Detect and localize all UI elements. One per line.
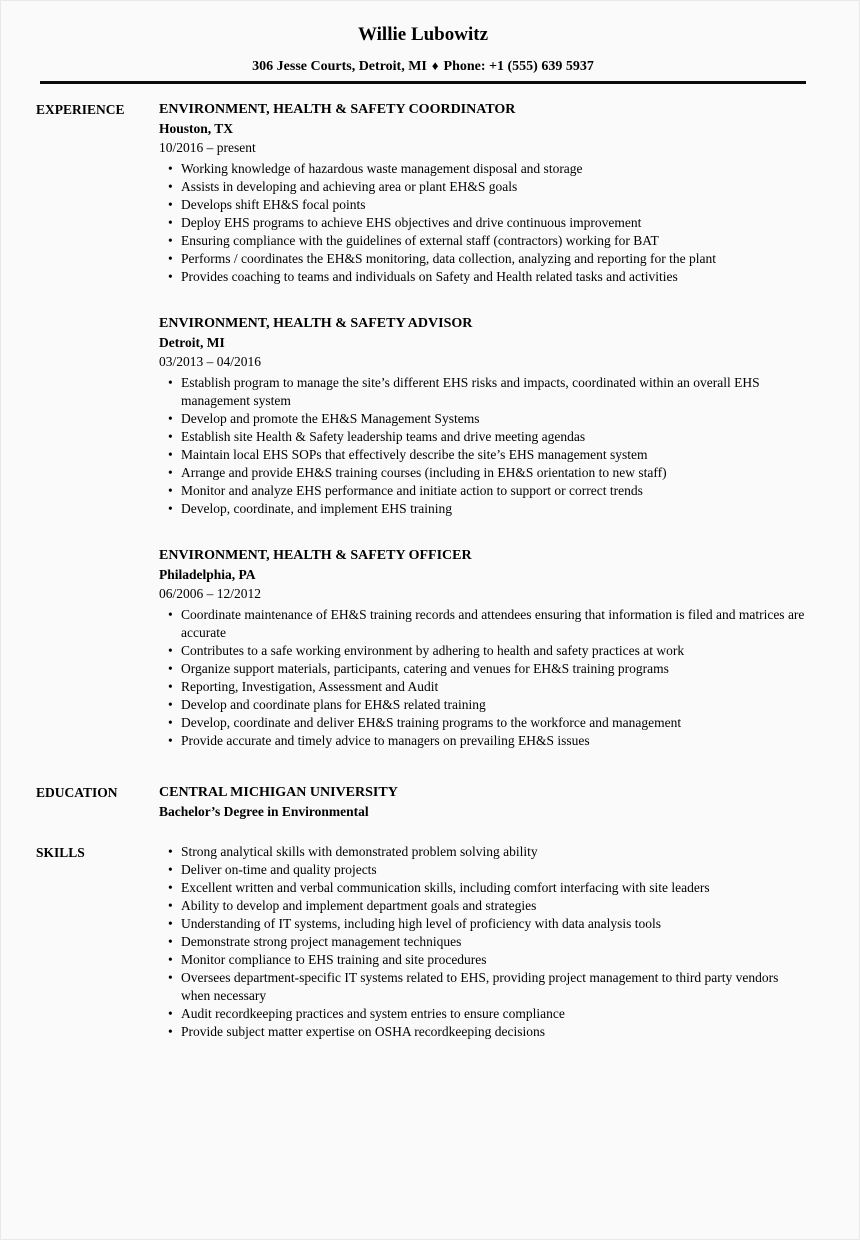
bullet-text: Provides coaching to teams and individuals on Safety and Health related tasks and activities	[181, 268, 678, 284]
bullet-text: Maintain local EHS SOPs that effectively describe the site’s EHS management system	[181, 446, 648, 462]
section-label-education: EDUCATION	[36, 784, 118, 800]
list-item	[159, 897, 809, 915]
list-item	[159, 915, 809, 933]
contact-line	[40, 57, 806, 75]
bullet-text: Deliver on-time and quality projects	[181, 861, 377, 877]
job-bullet-list	[159, 606, 809, 750]
school-name: CENTRAL MICHIGAN UNIVERSITY	[159, 784, 398, 800]
bullet-text: Organize support materials, participants, catering and venues for EH&S training programs	[181, 660, 669, 676]
bullet-icon: •	[168, 178, 173, 194]
bullet-text: Monitor compliance to EHS training and site procedures	[181, 951, 487, 967]
list-item	[159, 196, 809, 214]
job-entry-1	[159, 100, 809, 286]
education-section	[1, 783, 859, 821]
job-dates: 10/2016 – present	[159, 139, 256, 155]
header-divider	[40, 81, 806, 84]
list-item	[159, 1005, 809, 1023]
bullet-text: Assists in developing and achieving area or plant EH&S goals	[181, 178, 518, 194]
job-bullet-list	[159, 374, 809, 518]
job-location: Philadelphia, PA	[159, 566, 256, 582]
bullet-icon: •	[168, 732, 173, 748]
list-item	[159, 879, 809, 897]
list-item	[159, 714, 809, 732]
bullet-text: Develops shift EH&S focal points	[181, 196, 366, 212]
list-item	[159, 250, 809, 268]
education-content	[159, 783, 809, 821]
bullet-icon: •	[168, 678, 173, 694]
skills-content	[159, 843, 809, 1041]
bullet-text: Ensuring compliance with the guidelines of external staff (contractors) working for BAT	[181, 232, 659, 248]
bullet-text: Develop, coordinate, and implement EHS training	[181, 500, 453, 516]
bullet-text: Performs / coordinates the EH&S monitoring, data collection, analyzing and reporting for the plant	[181, 250, 716, 266]
bullet-text: Excellent written and verbal communication skills, including comfort interfacing with site leaders	[181, 879, 710, 895]
bullet-icon: •	[168, 232, 173, 248]
bullet-text: Monitor and analyze EHS performance and initiate action to support or correct trends	[181, 482, 643, 498]
list-item	[159, 1023, 809, 1041]
list-item	[159, 969, 809, 1005]
list-item	[159, 214, 809, 232]
bullet-icon: •	[168, 951, 173, 967]
bullet-text: Establish program to manage the site’s different EHS risks and impacts, coordinated within an overall EHS management system	[181, 374, 760, 408]
contact-address: 306 Jesse Courts, Detroit, MI	[252, 59, 427, 74]
job-title: ENVIRONMENT, HEALTH & SAFETY COORDINATOR	[159, 101, 516, 117]
list-item	[159, 500, 809, 518]
bullet-text: Demonstrate strong project management techniques	[181, 933, 462, 949]
section-label-experience: EXPERIENCE	[36, 101, 125, 117]
bullet-text: Develop and promote the EH&S Management Systems	[181, 410, 480, 426]
candidate-name: Willie Lubowitz	[357, 24, 489, 45]
job-location: Houston, TX	[159, 120, 234, 136]
list-item	[159, 160, 809, 178]
bullet-icon: •	[168, 969, 173, 985]
bullet-icon: •	[168, 714, 173, 730]
bullet-icon: •	[168, 214, 173, 230]
bullet-text: Contributes to a safe working environment by adhering to health and safety practices at work	[181, 642, 685, 658]
section-label-skills: SKILLS	[36, 844, 85, 860]
job-location: Detroit, MI	[159, 334, 225, 350]
list-item	[159, 861, 809, 879]
list-item	[159, 732, 809, 750]
bullet-text: Coordinate maintenance of EH&S training records and attendees ensuring that information is filed and matrices are accurate	[181, 606, 805, 640]
diamond-icon: ♦	[431, 58, 439, 73]
job-dates: 03/2013 – 04/2016	[159, 353, 262, 369]
list-item	[159, 606, 809, 642]
bullet-icon: •	[168, 268, 173, 284]
bullet-icon: •	[168, 642, 173, 658]
list-item	[159, 933, 809, 951]
bullet-text: Oversees department-specific IT systems related to EHS, providing project management to third party vendors when necessary	[181, 969, 779, 1003]
list-item	[159, 951, 809, 969]
resume-header	[40, 23, 806, 84]
job-bullet-list	[159, 160, 809, 286]
bullet-icon: •	[168, 933, 173, 949]
bullet-icon: •	[168, 660, 173, 676]
job-dates: 06/2006 – 12/2012	[159, 585, 262, 601]
experience-section	[1, 100, 859, 783]
bullet-icon: •	[168, 410, 173, 426]
bullet-icon: •	[168, 446, 173, 462]
bullet-icon: •	[168, 482, 173, 498]
job-entry-2	[159, 314, 809, 518]
bullet-icon: •	[168, 879, 173, 895]
bullet-text: Working knowledge of hazardous waste management disposal and storage	[181, 160, 583, 176]
bullet-text: Reporting, Investigation, Assessment and Audit	[181, 678, 439, 694]
list-item	[159, 428, 809, 446]
list-item	[159, 178, 809, 196]
list-item	[159, 446, 809, 464]
list-item	[159, 464, 809, 482]
bullet-text: Develop, coordinate and deliver EH&S training programs to the workforce and management	[181, 714, 682, 730]
list-item	[159, 660, 809, 678]
list-item	[159, 843, 809, 861]
bullet-text: Strong analytical skills with demonstrated problem solving ability	[181, 843, 538, 859]
job-title: ENVIRONMENT, HEALTH & SAFETY ADVISOR	[159, 315, 473, 331]
bullet-icon: •	[168, 464, 173, 480]
bullet-icon: •	[168, 861, 173, 877]
job-entry-3	[159, 546, 809, 750]
skills-section	[1, 843, 859, 1041]
bullet-text: Ability to develop and implement department goals and strategies	[181, 897, 537, 913]
bullet-icon: •	[168, 696, 173, 712]
bullet-icon: •	[168, 606, 173, 622]
bullet-text: Provide subject matter expertise on OSHA recordkeeping decisions	[181, 1023, 546, 1039]
resume-body	[1, 100, 859, 1041]
bullet-icon: •	[168, 1023, 173, 1039]
job-title: ENVIRONMENT, HEALTH & SAFETY OFFICER	[159, 547, 472, 563]
bullet-icon: •	[168, 374, 173, 390]
bullet-icon: •	[168, 500, 173, 516]
degree-name: Bachelor’s Degree in Environmental	[159, 803, 369, 819]
contact-phone: Phone: +1 (555) 639 5937	[443, 59, 594, 74]
list-item	[159, 232, 809, 250]
bullet-text: Provide accurate and timely advice to managers on prevailing EH&S issues	[181, 732, 590, 748]
list-item	[159, 696, 809, 714]
bullet-text: Understanding of IT systems, including high level of proficiency with data analysis tools	[181, 915, 662, 931]
bullet-icon: •	[168, 196, 173, 212]
bullet-icon: •	[168, 897, 173, 913]
list-item	[159, 678, 809, 696]
experience-content	[159, 100, 809, 783]
list-item	[159, 482, 809, 500]
list-item	[159, 410, 809, 428]
bullet-text: Audit recordkeeping practices and system entries to ensure compliance	[181, 1005, 565, 1021]
bullet-icon: •	[168, 250, 173, 266]
bullet-icon: •	[168, 160, 173, 176]
list-item	[159, 268, 809, 286]
skills-bullet-list	[159, 843, 809, 1041]
bullet-icon: •	[168, 1005, 173, 1021]
bullet-icon: •	[168, 843, 173, 859]
bullet-icon: •	[168, 915, 173, 931]
list-item	[159, 374, 809, 410]
bullet-text: Establish site Health & Safety leadership teams and drive meeting agendas	[181, 428, 586, 444]
bullet-text: Deploy EHS programs to achieve EHS objectives and drive continuous improvement	[181, 214, 642, 230]
list-item	[159, 642, 809, 660]
bullet-text: Develop and coordinate plans for EH&S related training	[181, 696, 486, 712]
bullet-text: Arrange and provide EH&S training courses (including in EH&S orientation to new staff)	[181, 464, 667, 480]
bullet-icon: •	[168, 428, 173, 444]
